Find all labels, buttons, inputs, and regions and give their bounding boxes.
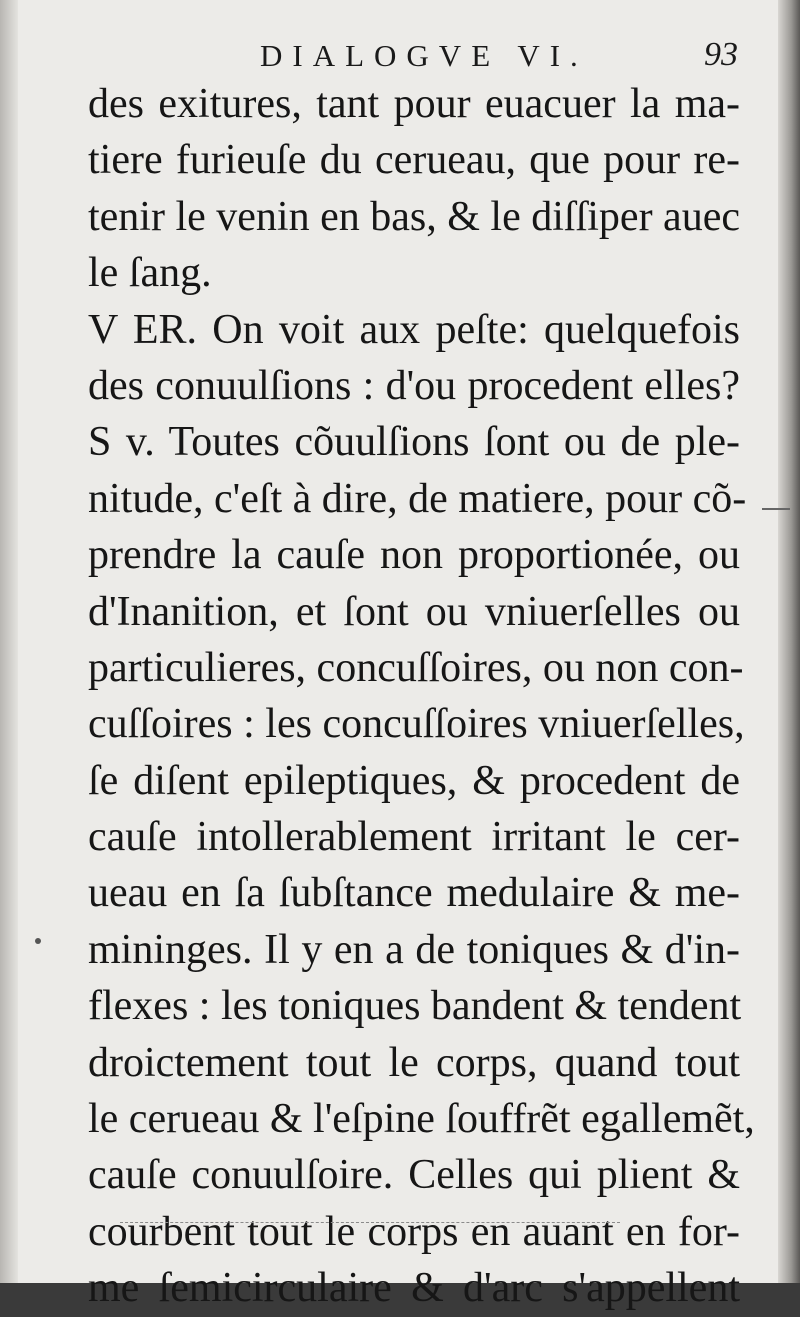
text-line: ſe diſent epileptiques, & procedent de	[88, 757, 740, 804]
text-line: flexes : les toniques bandent & tendent	[88, 983, 742, 1030]
text-line: cauſe intollerablement irritant le cer-	[88, 814, 740, 861]
page-number: 93	[704, 36, 738, 73]
text-line: des exitures, tant pour euacuer la ma-	[88, 81, 740, 127]
scan-left-edge	[0, 0, 18, 1283]
text-line: courbent tout le corps en auant en for-	[88, 1208, 740, 1255]
text-line: me ſemicirculaire & d'arc s'appellent	[88, 1265, 740, 1312]
text-line: le ſang.	[88, 250, 212, 297]
text-line: prendre la cauſe non proportionée, ou	[88, 532, 740, 579]
running-title: DIALOGVE VI.	[260, 38, 588, 73]
text-line: cuſſoires : les concuſſoires vniuerſelles,	[88, 701, 745, 748]
text-line: des conuulſions : d'ou procedent elles?	[88, 362, 740, 409]
footer-rule	[120, 1222, 620, 1223]
text-line: particulieres, concuſſoires, ou non con-	[88, 644, 744, 691]
text-line: tiere furieuſe du cerueau, que pour re-	[88, 137, 740, 184]
text-line: V ER. On voit aux peſte: quelquefois	[88, 306, 740, 353]
text-line: droictement tout le corps, quand tout	[88, 1039, 740, 1086]
text-line: tenir le venin en bas, & le diſſiper auec	[88, 193, 740, 240]
text-line: d'Inanition, et ſont ou vniuerſelles ou	[88, 588, 740, 635]
text-line: ueau en ſa ſubſtance medulaire & me-	[88, 870, 740, 917]
text-line: cauſe conuulſoire. Celles qui plient &	[88, 1152, 740, 1199]
text-line: S v. Toutes cõuulſions ſont ou de ple-	[88, 419, 740, 466]
scan-right-edge	[778, 0, 800, 1283]
text-line: le cerueau & l'eſpine ſouffrẽt egallemẽt,	[88, 1096, 755, 1143]
body-text	[88, 76, 755, 1317]
text-line: mininges. Il y en a de toniques & d'in-	[88, 926, 740, 973]
margin-mark	[762, 508, 790, 510]
margin-mark	[35, 938, 41, 944]
text-line: nitude, c'eſt à dire, de matiere, pour cõ-	[88, 475, 747, 522]
